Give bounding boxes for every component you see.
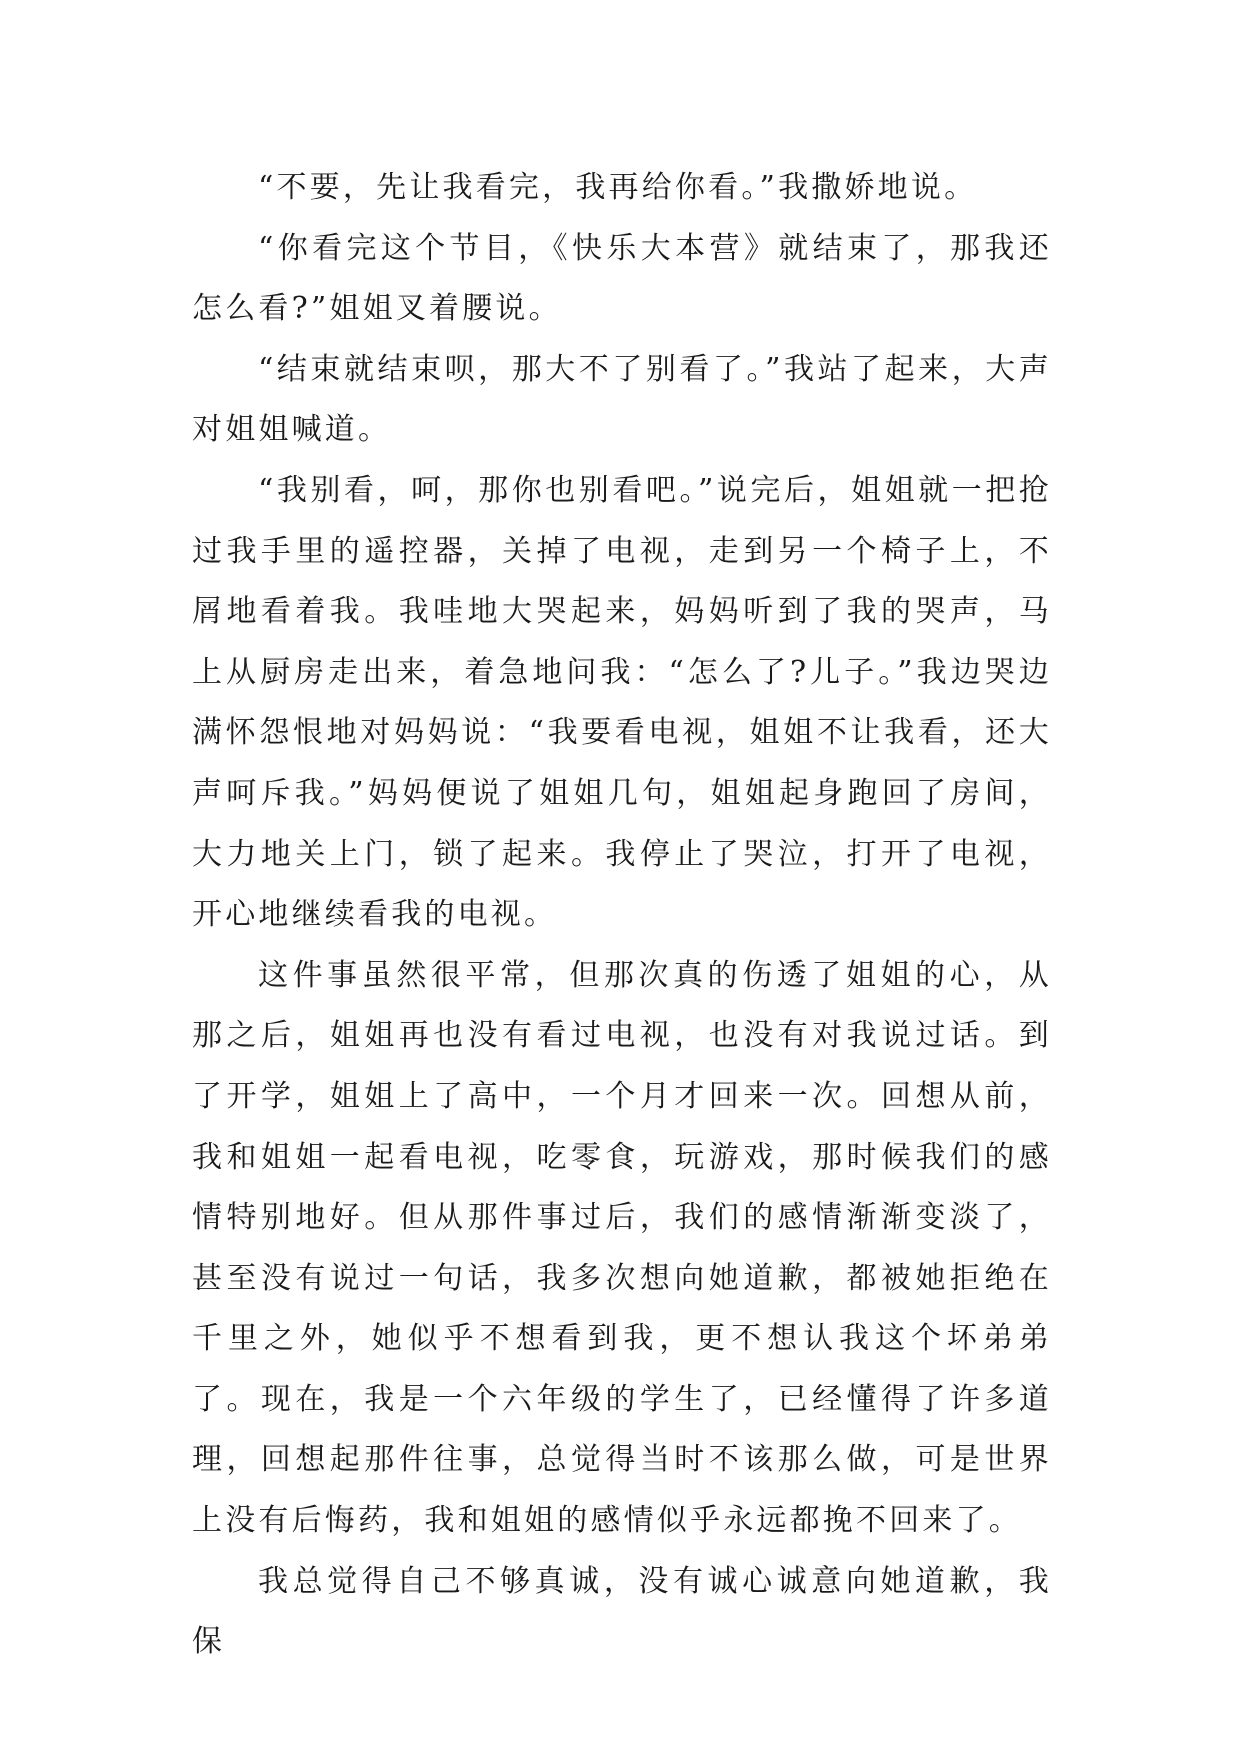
body-text — [192, 158, 1052, 1673]
paragraph-4: “我别看，呵，那你也别看吧。”说完后，姐姐就一把抢过我手里的遥控器，关掉了电视，走到另一个椅子上，不屑地看着我。我哇地大哭起来，妈妈听到了我的哭声，马上从厨房走出来，着急地问我：“怎么了?儿子。”我边哭边满怀怨恨地对妈妈说：“我要看电视，姐姐不让我看，还大声呵斥我。”妈妈便说了姐姐几句，姐姐起身跑回了房间，大力地关上门，锁了起来。我停止了哭泣，打开了电视，开心地继续看我的电视。 — [192, 472, 1052, 933]
paragraph-2: “你看完这个节目，《快乐大本营》就结束了，那我还怎么看?”姐姐叉着腰说。 — [192, 230, 1052, 327]
paragraph-1: “不要，先让我看完，我再给你看。”我撒娇地说。 — [258, 170, 978, 205]
paragraph-6: 我总觉得自己不够真诚，没有诚心诚意向她道歉，我保 — [192, 1563, 1052, 1660]
paragraph-5: 这件事虽然很平常，但那次真的伤透了姐姐的心，从那之后，姐姐再也没有看过电视，也没有对我说过话。到了开学，姐姐上了高中，一个月才回来一次。回想从前，我和姐姐一起看电视，吃零食，玩游戏，那时候我们的感情特别地好。但从那件事过后，我们的感情渐渐变淡了，甚至没有说过一句话，我多次想向她道歉，都被她拒绝在千里之外，她似乎不想看到我，更不想认我这个坏弟弟了。现在，我是一个六年级的学生了，已经懂得了许多道理，回想起那件往事，总觉得当时不该那么做，可是世界上没有后悔药，我和姐姐的感情似乎永远都挽不回来了。 — [192, 957, 1052, 1539]
paragraph-3: “结束就结束呗，那大不了别看了。”我站了起来，大声对姐姐喊道。 — [192, 351, 1052, 448]
